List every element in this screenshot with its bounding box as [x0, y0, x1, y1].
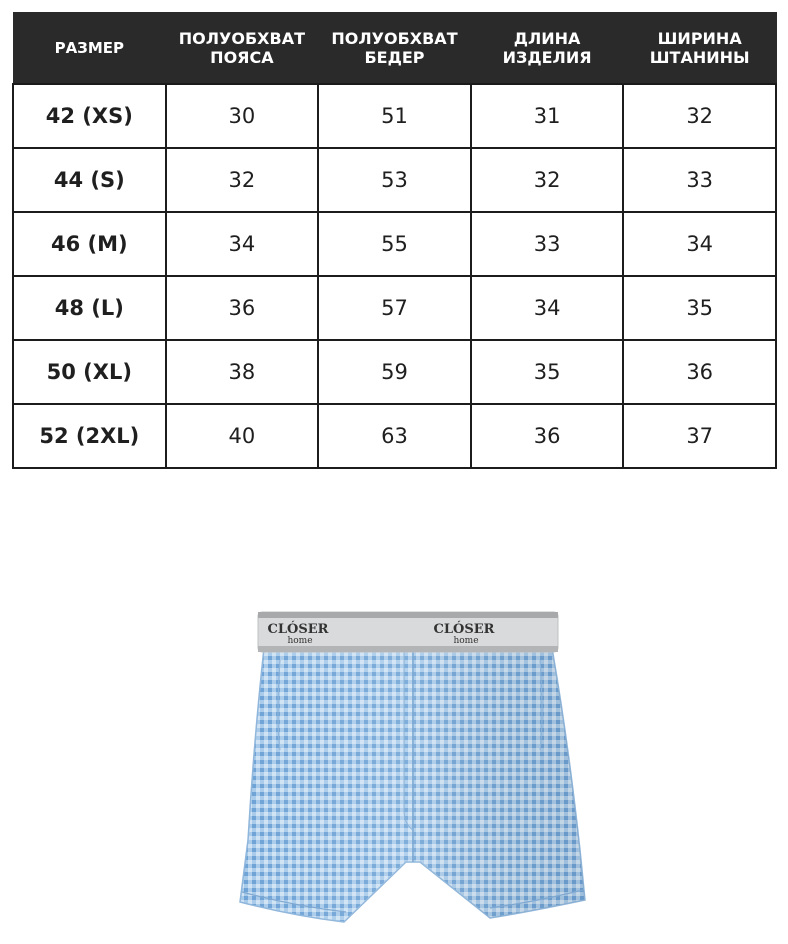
header-hips-label: ПОЛУОБХВАТ БЕДЕР: [331, 29, 458, 67]
table-row: [13, 276, 776, 340]
header-hips: [318, 13, 471, 85]
table-row: [13, 212, 776, 276]
hips-cell: 51: [318, 84, 471, 148]
size-cell: 44 (S): [13, 148, 166, 212]
length-cell: 31: [471, 84, 624, 148]
leg-width-cell: 36: [623, 340, 776, 404]
brand-logo-subtext: home: [287, 636, 313, 646]
size-cell: 42 (XS): [13, 84, 166, 148]
length-cell: 36: [471, 404, 624, 468]
size-cell: 52 (2XL): [13, 404, 166, 468]
table-row: [13, 148, 776, 212]
header-size-label: РАЗМЕР: [54, 38, 125, 57]
header-waist: [166, 13, 319, 85]
length-cell: 35: [471, 340, 624, 404]
waist-cell: 30: [166, 84, 319, 148]
waist-cell: 32: [166, 148, 319, 212]
hips-cell: 53: [318, 148, 471, 212]
waist-cell: 34: [166, 212, 319, 276]
shorts-illustration: [228, 600, 608, 936]
header-leg-width: [623, 13, 776, 85]
brand-logo-text: CLÓSER: [267, 622, 329, 637]
leg-width-cell: 37: [623, 404, 776, 468]
hips-cell: 59: [318, 340, 471, 404]
waist-cell: 38: [166, 340, 319, 404]
waist-cell: 40: [166, 404, 319, 468]
header-waist-label: ПОЛУОБХВАТ ПОЯСА: [178, 29, 306, 67]
leg-width-cell: 35: [623, 276, 776, 340]
hips-cell: 57: [318, 276, 471, 340]
brand-logo-subtext: home: [453, 636, 479, 646]
table-row: [13, 404, 776, 468]
header-length-label: ДЛИНА ИЗДЕЛИЯ: [502, 29, 592, 67]
table-row: [13, 340, 776, 404]
length-cell: 33: [471, 212, 624, 276]
size-chart-table: [12, 12, 777, 469]
waist-cell: 36: [166, 276, 319, 340]
brand-logo-text: CLÓSER: [433, 622, 495, 637]
table-row: [13, 84, 776, 148]
hips-cell: 55: [318, 212, 471, 276]
leg-width-cell: 34: [623, 212, 776, 276]
size-chart-header: [13, 13, 776, 85]
size-cell: 48 (L): [13, 276, 166, 340]
leg-width-cell: 32: [623, 84, 776, 148]
product-image-shorts: [228, 600, 608, 936]
header-size: [13, 13, 166, 85]
size-cell: 46 (M): [13, 212, 166, 276]
leg-width-cell: 33: [623, 148, 776, 212]
size-chart-body: [13, 84, 776, 468]
size-cell: 50 (XL): [13, 340, 166, 404]
length-cell: 32: [471, 148, 624, 212]
header-leg-width-label: ШИРИНА ШТАНИНЫ: [649, 29, 750, 67]
length-cell: 34: [471, 276, 624, 340]
hips-cell: 63: [318, 404, 471, 468]
header-length: [471, 13, 624, 85]
